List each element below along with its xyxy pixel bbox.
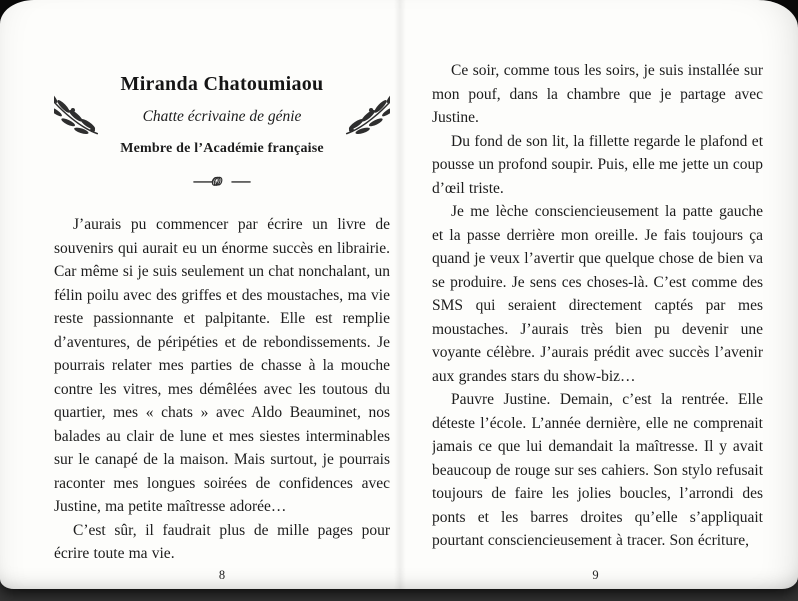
paragraph: Du fond de son lit, la fillette regarde le plafond et pousse un profond soupir. Puis, elle me jette un coup d’œil triste.: [432, 132, 763, 197]
paragraph: C’est sûr, il faudrait plus de mille pages pour écrire toute ma vie.: [54, 521, 390, 562]
page-number: 8: [218, 568, 226, 582]
chapter-header: [54, 72, 390, 189]
page-number: 9: [592, 568, 599, 582]
right-page-body: [432, 59, 763, 553]
olive-branch-left-icon: [54, 86, 102, 138]
paragraph: J’aurais pu commencer par écrire un livre de souvenirs qui aurait eu un énorme succès en librairie. Car même si je suis seulement un chat nonchalant, un félin poilu avec des griffes et des moustaches, ma vie reste passionnante et palpitante. Elle est remplie d’aventures, de péripéties et de rebondissements. Je pourrais relater mes parties de chasse à la mouche contre les vitres, mes démêlées avec les toutous du quartier, mes « chats » avec Aldo Beauminet, nos balades au clair de lune et mes siestes interminables sur le canapé de la maison. Mais surtout, je pourrais raconter mes longues soirées de confidences avec Justine, ma petite maîtresse adorée…: [54, 216, 390, 515]
spine-shadow: [394, 0, 406, 589]
chapter-title: Miranda Chatoumiaou: [120, 73, 324, 95]
left-page: [54, 0, 390, 568]
paragraph: Ce soir, comme tous les soirs, je suis installée sur mon pouf, dans la chambre que je partage avec Justine.: [432, 62, 763, 126]
chapter-membership-line: Membre de l’Académie française: [120, 141, 324, 156]
paragraph: Pauvre Justine. Demain, c’est la rentrée. Elle déteste l’école. L’année dernière, elle ne comprenait jamais ce que lui demandait la maîtresse. Il y avait beaucoup de rouge sur ses cahiers. Son stylo refusait toujours de faire les jolies boucles, l’arrondi des ponts et les barres droites qu’elle s’appliquait pourtant consciencieusement à tracer. Son écriture,: [432, 391, 763, 549]
left-page-body: [54, 213, 390, 566]
chapter-subtitle: Chatte écrivaine de génie: [142, 108, 302, 125]
right-page: [432, 0, 763, 559]
olive-branch-right-icon: [342, 86, 390, 138]
rope-squiggle-divider-icon: [54, 173, 390, 189]
paragraph: Je me lèche consciencieusement la patte gauche et la passe derrière mon oreille. Je fais toujours ça quand je veux l’avertir que quelque chose de bien va se produire. Je sens ces choses-là. C’est comme des SMS qui seraient directement captés par mes moustaches. J’aurais très bien pu devenir une voyante célèbre. J’aurais prédit avec succès l’avenir aux grandes stars du show-biz…: [432, 203, 763, 385]
